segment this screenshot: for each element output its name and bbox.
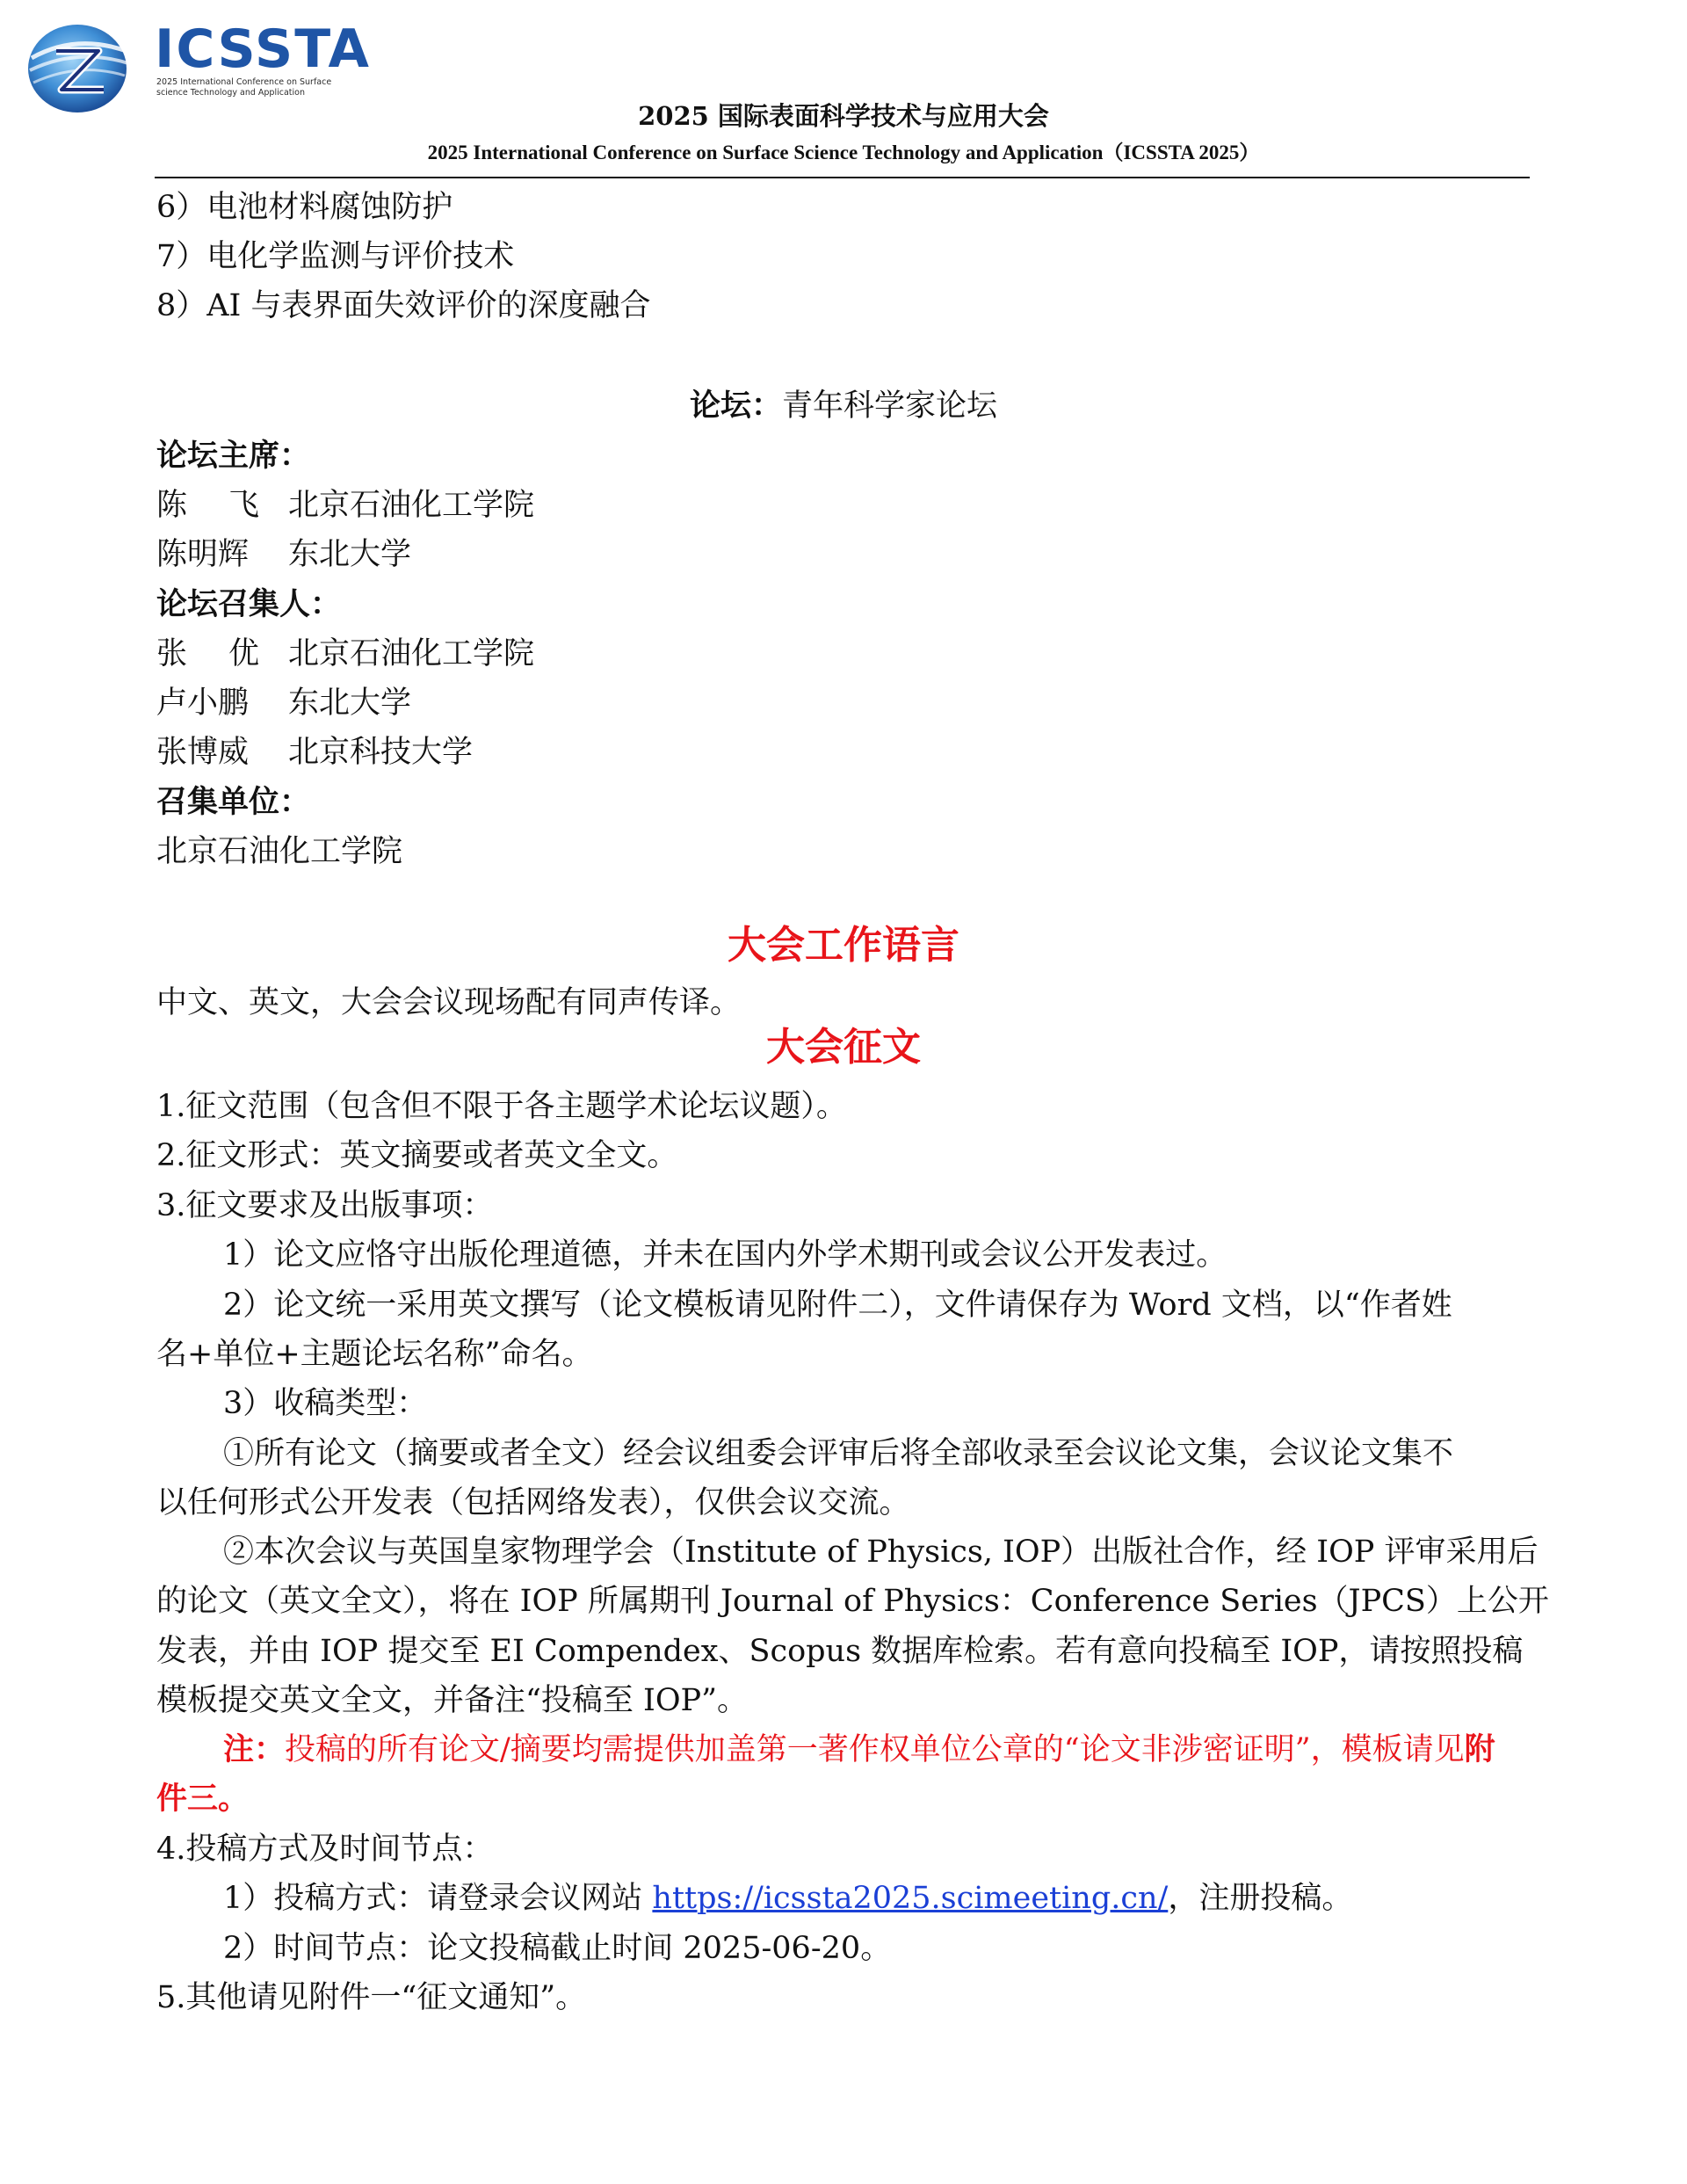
forum-label: 论坛：: [689, 388, 782, 424]
papers-req-3: 3）收稿类型：: [223, 1386, 428, 1421]
person-name: 张: [156, 636, 188, 671]
papers-item-5: 5.其他请见附件一“征文通知”。: [156, 1980, 587, 2015]
header-divider: [155, 177, 1530, 178]
person-name: 陈: [156, 488, 188, 523]
topic-item: 6）电池材料腐蚀防护: [156, 190, 453, 225]
forum-conveners-label: 论坛召集人：: [156, 586, 342, 622]
papers-req-2-line1: 2）论文统一采用英文撰写（论文模板请见附件二），文件请保存为 Word 文档，以“作者姓: [223, 1288, 1452, 1323]
papers-note-line1: [223, 1728, 1495, 1772]
forum-name: 青年科学家论坛: [782, 388, 998, 424]
language-text: 中文、英文，大会会议现场配有同声传译。: [156, 985, 742, 1020]
forum-convener-row: [156, 632, 534, 676]
person-name: 陈明辉: [156, 537, 250, 572]
language-heading: 大会工作语言: [728, 923, 959, 968]
papers-deadline: 2）时间节点：论文投稿截止时间 2025-06-20。: [223, 1931, 892, 1966]
topic-item: 8）AI 与表界面失效评价的深度融合: [156, 288, 651, 323]
person-name-2: 优: [228, 636, 260, 671]
papers-submission-method: [223, 1876, 1352, 1920]
note-text: 投稿的所有论文/摘要均需提供加盖第一著作权单位公章的“论文非涉密证明”，模板请见: [285, 1732, 1465, 1767]
person-name-2: 飞: [228, 488, 260, 523]
note-label: 注：: [223, 1731, 286, 1767]
papers-req-1: 1）论文应恪守出版伦理道德，并未在国内外学术期刊或会议公开发表过。: [223, 1237, 1227, 1273]
papers-type-1-line2: 以任何形式公开发表（包括网络发表），仅供会议交流。: [156, 1485, 910, 1520]
papers-type-2-line1: ②本次会议与英国皇家物理学会（Institute of Physics, IOP）出版社合作，经 IOP 评审采用后: [223, 1535, 1539, 1570]
person-org: 北京石油化工学院: [288, 636, 535, 671]
papers-heading: 大会征文: [766, 1025, 921, 1070]
submission-text: 1）投稿方式：请登录会议网站: [223, 1881, 653, 1916]
papers-type-2-line3: 发表，并由 IOP 提交至 EI Compendex、Scopus 数据库检索。若有意向投稿至 IOP，请按照投稿: [156, 1634, 1524, 1669]
papers-type-2-line2: 的论文（英文全文），将在 IOP 所属期刊 Journal of Physics：Conference Series（JPCS）上公开: [156, 1584, 1549, 1619]
papers-item-4: 4.投稿方式及时间节点：: [156, 1832, 494, 1867]
person-org: 东北大学: [288, 686, 412, 721]
note-bold: 附: [1464, 1731, 1495, 1767]
forum-unit-label: 召集单位：: [156, 784, 311, 820]
logo-subtitle-line2: science Technology and Application: [156, 88, 305, 98]
papers-note-line2: 件三。: [156, 1781, 250, 1817]
papers-type-1-line1: ①所有论文（摘要或者全文）经会议组委会评审后将全部收录至会议论文集，会议论文集不: [223, 1436, 1454, 1471]
papers-type-2-line4: 模板提交英文全文，并备注“投稿至 IOP”。: [156, 1683, 748, 1718]
conference-website-link[interactable]: https://icssta2025.scimeeting.cn/: [652, 1881, 1169, 1916]
topic-item: 7）电化学监测与评价技术: [156, 239, 515, 274]
person-org: 北京石油化工学院: [288, 488, 535, 523]
forum-chairs-label: 论坛主席：: [156, 438, 311, 474]
papers-item-2: 2.征文形式：英文摘要或者英文全文。: [156, 1138, 678, 1173]
submission-text-end: ，注册投稿。: [1168, 1881, 1353, 1916]
person-org: 东北大学: [288, 537, 412, 572]
forum-convener-row: [156, 681, 411, 725]
person-org: 北京科技大学: [288, 735, 474, 770]
forum-convener-row: [156, 730, 473, 774]
papers-req-2-line2: 名+单位+主题论坛名称”命名。: [156, 1337, 593, 1372]
forum-title: [0, 384, 1687, 428]
forum-chair-row: [156, 483, 534, 527]
header-title-en: 2025 International Conference on Surface Science Technology and Application（ICSSTA 2025）: [427, 141, 1260, 163]
papers-item-1: 1.征文范围（包含但不限于各主题学术论坛议题）。: [156, 1089, 847, 1124]
header-title-cn: 2025 国际表面科学技术与应用大会: [638, 101, 1049, 131]
logo-wordmark: ICSSTA: [155, 18, 371, 80]
person-name: 张博威: [156, 735, 250, 770]
person-name: 卢小鹏: [156, 686, 250, 721]
forum-chair-row: [156, 533, 411, 577]
forum-unit: 北京石油化工学院: [156, 834, 403, 869]
logo-subtitle-line1: 2025 International Conference on Surface: [156, 77, 332, 87]
papers-item-3: 3.征文要求及出版事项：: [156, 1188, 494, 1223]
